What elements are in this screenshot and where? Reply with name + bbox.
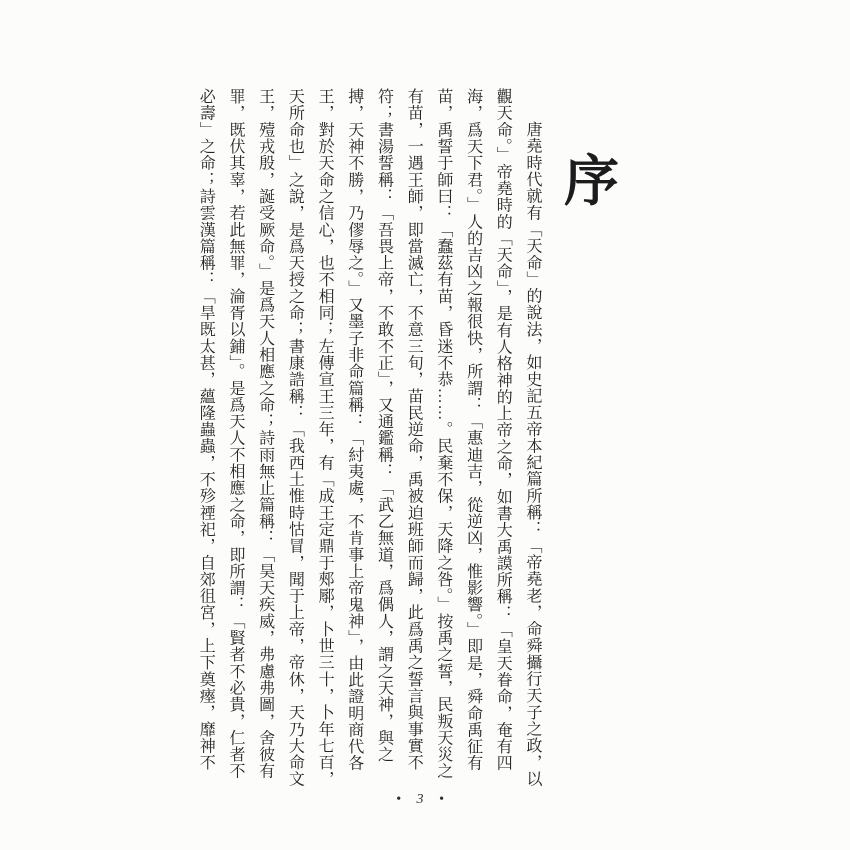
text-column: 唐堯時代就有「天命」的說法，如史記五帝本紀篇所稱：「帝堯老，命舜攝行天子之政，以 xyxy=(524,121,541,787)
page-title: 序 xyxy=(564,151,620,212)
text-column: 海，爲天下君。」人的吉凶之報很快，所謂：「惠迪吉，從逆凶，惟影響。」即是，舜命禹征有 xyxy=(464,88,482,772)
text-column: 罪，既伏其辜，若此無罪，淪胥以鋪」。是爲天人不相應之命，即所謂：「賢者不必貴，仁者不 xyxy=(226,88,244,780)
text-column: 王，對於天命之信心，也不相同；左傳宣王三年，有「成王定鼎于郟鄏，卜世三十，卜年七百， xyxy=(316,88,334,788)
text-column: 有苗，一遇王師，即當滅亡，不意三旬，苗民逆命，禹被迫班師而歸，此爲禹之誓言與事實不 xyxy=(405,88,423,771)
text-column: 觀天命。」帝堯時的「天命」，是有人格神的上帝之命，如書大禹謨所稱：「皇天眷命，奄有四 xyxy=(494,88,512,772)
text-column: 王，殪戎殷，誕受厥命。」是爲天人相應之命；詩雨無止篇稱：「昊天疾威，弗慮弗圖，舍彼有 xyxy=(256,88,274,780)
text-column: 搏，天神不勝，乃僇辱之。」又墨子非命篇稱：「紂夷處，不肯事上帝鬼神」，由此證明商代各 xyxy=(345,88,363,772)
page-number: • 3 • xyxy=(396,792,450,807)
text-column: 必壽」之命；詩雲漢篇稱：「旱既太甚，蘊隆蟲蟲，不殄禋祀，自郊徂宮，上下奠瘞，靡神不 xyxy=(197,88,215,771)
text-column: 天所命也」之說，是爲天授之命；書康誥稱：「我西土惟時怙冒，聞于上帝，帝休，天乃大命文 xyxy=(286,88,304,788)
text-column: 符；書湯誓稱：「吾畏上帝，不敢不正」，又通鑑稱：「武乙無道，爲偶人，謂之天神，與之 xyxy=(375,88,393,763)
text-column: 苗，禹誓于師曰：「蠢茲有苗，昏迷不恭……。民棄不保，天降之咎。」按禹之誓，民叛天災之 xyxy=(434,88,452,780)
vertical-text-block xyxy=(189,88,547,794)
